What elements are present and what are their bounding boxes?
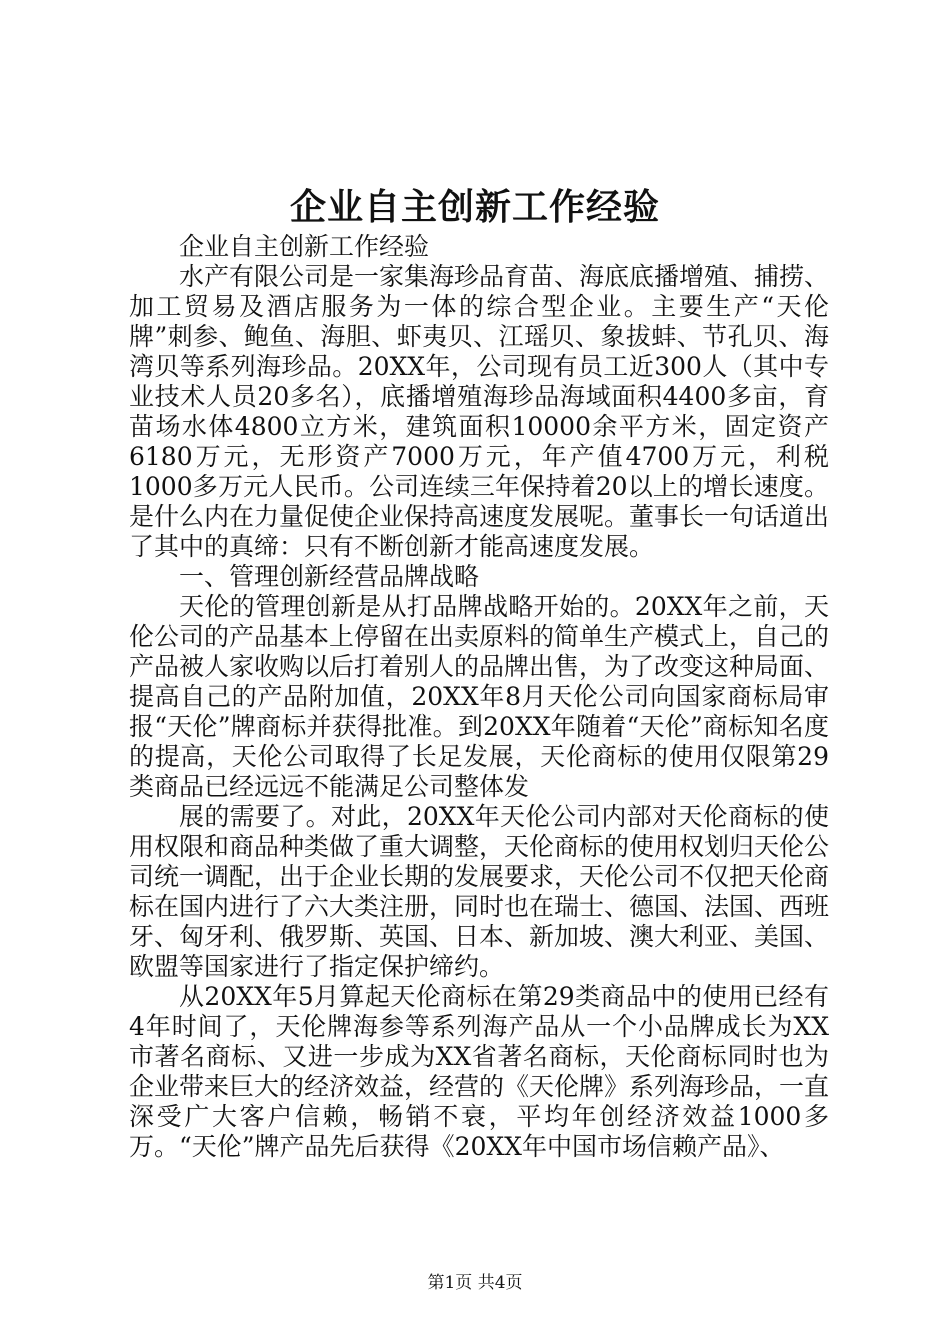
paragraph-trademark-adjustment: 展的需要了。对此，20XX年天伦公司内部对天伦商标的使用权限和商品种类做了重大调整，天伦商标的使用权划归天伦公司统一调配，出于企业长期的发展要求，天伦公司不仅把天伦商标在国内进行了六大类注册，同时也在瑞士、德国、法国、西班牙、匈牙利、俄罗斯、英国、日本、新加坡、澳大利亚、美国、欧盟等国家进行了指定保护缔约。 <box>129 802 830 981</box>
paragraph-company-intro: 水产有限公司是一家集海珍品育苗、海底底播增殖、捕捞、加工贸易及酒店服务为一体的综合型企业。主要生产“天伦牌”刺参、鲍鱼、海胆、虾夷贝、江瑶贝、象拔蚌、节孔贝、海湾贝等系列海珍品。20XX年，公司现有员工近300人（其中专业技术人员20多名），底播增殖海珍品海域面积4400多亩，育苗场水体4800立方米，建筑面积10000余平方米，固定资产6180万元，无形资产7000万元，年产值4700万元，利税1000多万元人民币。公司连续三年保持着20以上的增长速度。是什么内在力量促使企业保持高速度发展呢。董事长一句话道出了其中的真缔：只有不断创新才能高速度发展。 <box>129 262 830 561</box>
page-footer: 第1页 共4页 <box>427 1273 523 1293</box>
document-title: 企业自主创新工作经验 <box>289 186 660 228</box>
document-body <box>129 232 829 1162</box>
paragraph-brand-strategy: 天伦的管理创新是从打品牌战略开始的。20XX年之前，天伦公司的产品基本上停留在出卖原料的简单生产模式上，自己的产品被人家收购以后打着别人的品牌出售，为了改变这种局面、提高自己的产品附加值，20XX年8月天伦公司向国家商标局审报“天伦”牌商标并获得批准。到20XX年随着“天伦”商标知名度的提高，天伦公司取得了长足发展，天伦商标的使用仅限第29类商品已经远远不能满足公司整体发 <box>129 592 830 801</box>
section-heading-1: 一、管理创新经营品牌战略 <box>179 562 480 591</box>
paragraph-trademark-benefit: 从20XX年5月算起天伦商标在第29类商品中的使用已经有4年时间了，天伦牌海参等系列海产品从一个小品牌成长为XX市著名商标、又进一步成为XX省著名商标，天伦商标同时也为企业带来巨大的经济效益，经营的《天伦牌》系列海珍品，一直深受广大客户信赖，畅销不衰，平均年创经济效益1000多万。“天伦”牌产品先后获得《20XX年中国市场信赖产品》、 <box>129 982 830 1161</box>
paragraph-heading: 企业自主创新工作经验 <box>179 232 430 261</box>
